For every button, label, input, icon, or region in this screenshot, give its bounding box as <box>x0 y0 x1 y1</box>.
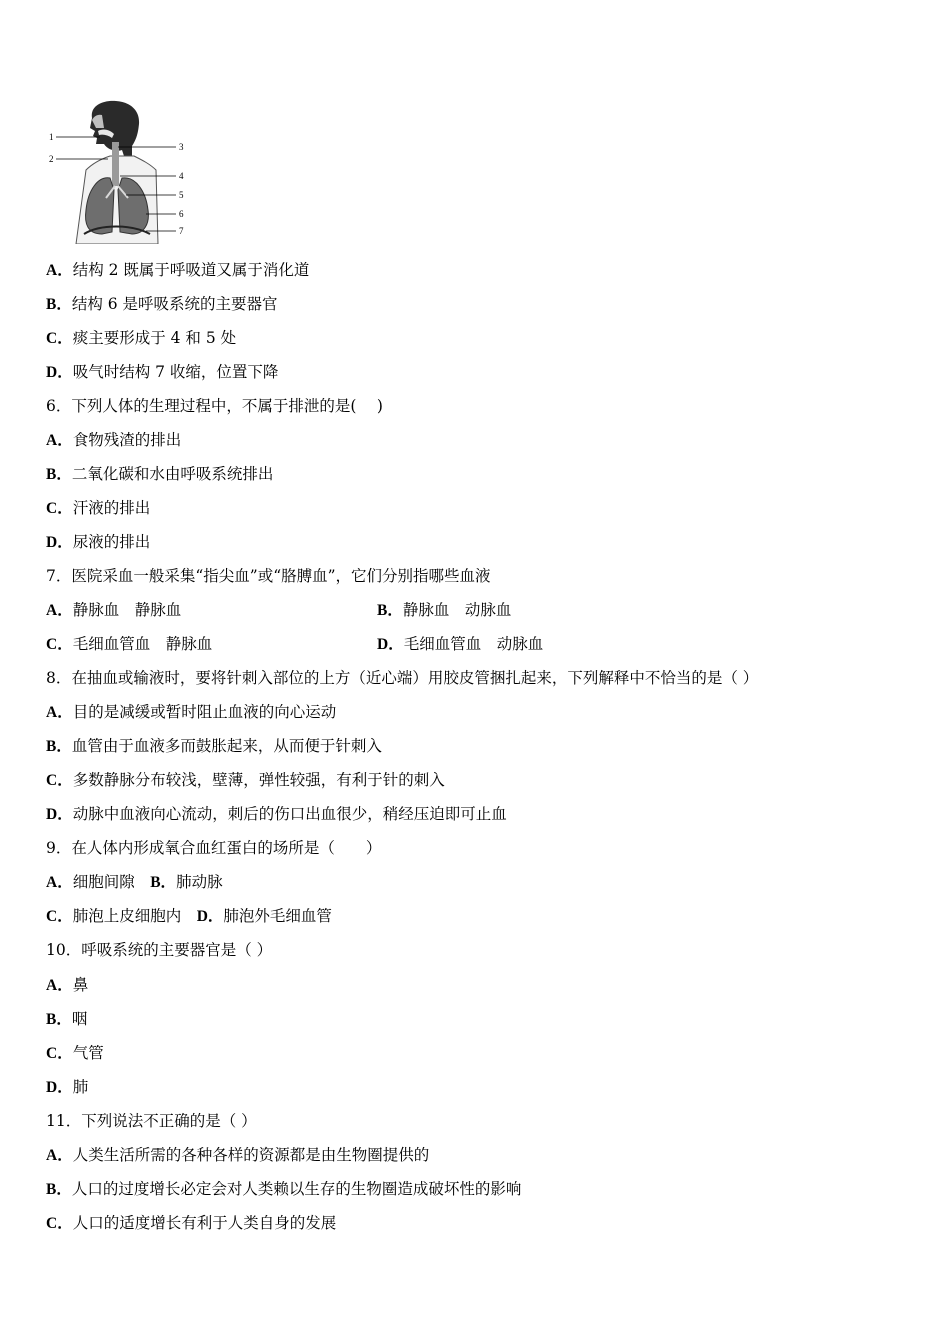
q8-option-b <box>46 736 382 757</box>
q8-option-a <box>46 702 336 723</box>
option-text: 人口的适度增长有利于人类自身的发展 <box>72 1214 337 1232</box>
q5-option-a <box>46 260 309 281</box>
option-label: B． <box>46 466 72 483</box>
option-text: 静脉血 动脉血 <box>402 601 512 619</box>
option-label: C． <box>46 908 73 925</box>
respiratory-system-diagram <box>46 98 188 244</box>
option-label: A． <box>46 977 73 994</box>
q9-options-row-1 <box>46 872 223 893</box>
option-label: C． <box>46 636 73 653</box>
q9-options-row-2 <box>46 906 332 927</box>
option-text: 尿液的排出 <box>72 533 151 551</box>
option-label: A． <box>46 1147 73 1164</box>
callout-6: 6 <box>179 209 184 219</box>
option-label: C． <box>46 772 73 789</box>
option-label: A． <box>46 262 73 279</box>
option-text: 结构 2 既属于呼吸道又属于消化道 <box>72 261 310 279</box>
q11-option-a <box>46 1145 429 1166</box>
callout-3: 3 <box>179 142 184 152</box>
option-text: 细胞间隙 <box>72 873 151 891</box>
option-text: 咽 <box>71 1010 88 1028</box>
callout-5: 5 <box>179 190 184 200</box>
q6-option-a <box>46 430 181 451</box>
option-text: 肺泡上皮细胞内 <box>72 907 197 925</box>
q5-option-d <box>46 362 278 383</box>
q7-option-a <box>46 600 181 621</box>
option-label: C． <box>46 1215 73 1232</box>
option-label: A． <box>46 874 73 891</box>
option-label: A． <box>46 602 73 619</box>
option-label: A． <box>46 704 73 721</box>
q6-stem: 6．下列人体的生理过程中，不属于排泄的是( ) <box>46 397 383 415</box>
option-text: 二氧化碳和水由呼吸系统排出 <box>71 465 274 483</box>
option-label: D． <box>46 1079 73 1096</box>
option-text: 痰主要形成于 4 和 5 处 <box>72 329 237 347</box>
q6-option-b <box>46 464 273 485</box>
q8-option-d <box>46 804 507 825</box>
option-text: 气管 <box>72 1044 104 1062</box>
option-label: D． <box>196 908 224 925</box>
option-text: 汗液的排出 <box>72 499 151 517</box>
option-text: 静脉血 静脉血 <box>72 601 182 619</box>
option-text: 人类生活所需的各种各样的资源都是由生物圈提供的 <box>72 1146 430 1164</box>
q9-stem: 9．在人体内形成氧合血红蛋白的场所是（ ） <box>46 839 382 857</box>
option-text: 食物残渣的排出 <box>72 431 182 449</box>
q8-option-c <box>46 770 445 791</box>
option-label: D． <box>377 636 404 653</box>
option-label: B． <box>46 1011 72 1028</box>
option-label: A． <box>46 432 73 449</box>
option-label: B． <box>46 738 72 755</box>
option-text: 肺 <box>72 1078 89 1096</box>
callout-4: 4 <box>179 171 184 181</box>
option-text: 鼻 <box>72 976 89 994</box>
option-text: 毛细血管血 动脉血 <box>403 635 544 653</box>
q7-option-d <box>377 634 543 655</box>
q6-option-d <box>46 532 150 553</box>
q11-stem: 11．下列说法不正确的是（ ） <box>46 1112 257 1130</box>
option-label: B． <box>46 1181 72 1198</box>
option-label: D． <box>46 364 73 381</box>
option-label: B． <box>150 874 177 891</box>
q5-option-c <box>46 328 236 349</box>
trachea <box>112 142 119 186</box>
q10-option-b <box>46 1009 87 1030</box>
callout-1: 1 <box>49 132 54 142</box>
callout-2: 2 <box>49 154 54 164</box>
q10-option-d <box>46 1077 88 1098</box>
option-text: 血管由于血液多而鼓胀起来，从而便于针刺入 <box>71 737 382 755</box>
q6-option-c <box>46 498 150 519</box>
option-text: 肺动脉 <box>176 873 223 891</box>
option-label: C． <box>46 500 73 517</box>
callout-7: 7 <box>179 226 184 236</box>
q7-stem: 7．医院采血一般采集“指尖血”或“胳膊血”，它们分别指哪些血液 <box>46 567 491 585</box>
option-text: 吸气时结构 7 收缩，位置下降 <box>72 363 279 381</box>
option-text: 目的是减缓或暂时阻止血液的向心运动 <box>72 703 337 721</box>
option-label: D． <box>46 806 73 823</box>
q5-option-b <box>46 294 278 315</box>
option-label: B． <box>377 602 403 619</box>
option-label: D． <box>46 534 73 551</box>
option-text: 肺泡外毛细血管 <box>223 907 332 925</box>
option-text: 人口的过度增长必定会对人类赖以生存的生物圈造成破坏性的影响 <box>71 1180 522 1198</box>
q10-option-a <box>46 975 88 996</box>
q10-stem: 10．呼吸系统的主要器官是（ ） <box>46 941 273 959</box>
q7-option-c <box>46 634 212 655</box>
q11-option-c <box>46 1213 336 1234</box>
option-text: 多数静脉分布较浅，壁薄，弹性较强，有利于针的刺入 <box>72 771 445 789</box>
option-label: C． <box>46 1045 73 1062</box>
option-text: 结构 6 是呼吸系统的主要器官 <box>71 295 278 313</box>
option-label: B． <box>46 296 72 313</box>
option-label: C． <box>46 330 73 347</box>
q10-option-c <box>46 1043 104 1064</box>
q7-option-b <box>377 600 511 621</box>
q11-option-b <box>46 1179 521 1200</box>
q8-stem: 8．在抽血或输液时，要将针刺入部位的上方（近心端）用胶皮管捆扎起来，下列解释中不恰当的是（ ） <box>46 669 759 687</box>
option-text: 动脉中血液向心流动，刺后的伤口出血很少，稍经压迫即可止血 <box>72 805 507 823</box>
option-text: 毛细血管血 静脉血 <box>72 635 213 653</box>
